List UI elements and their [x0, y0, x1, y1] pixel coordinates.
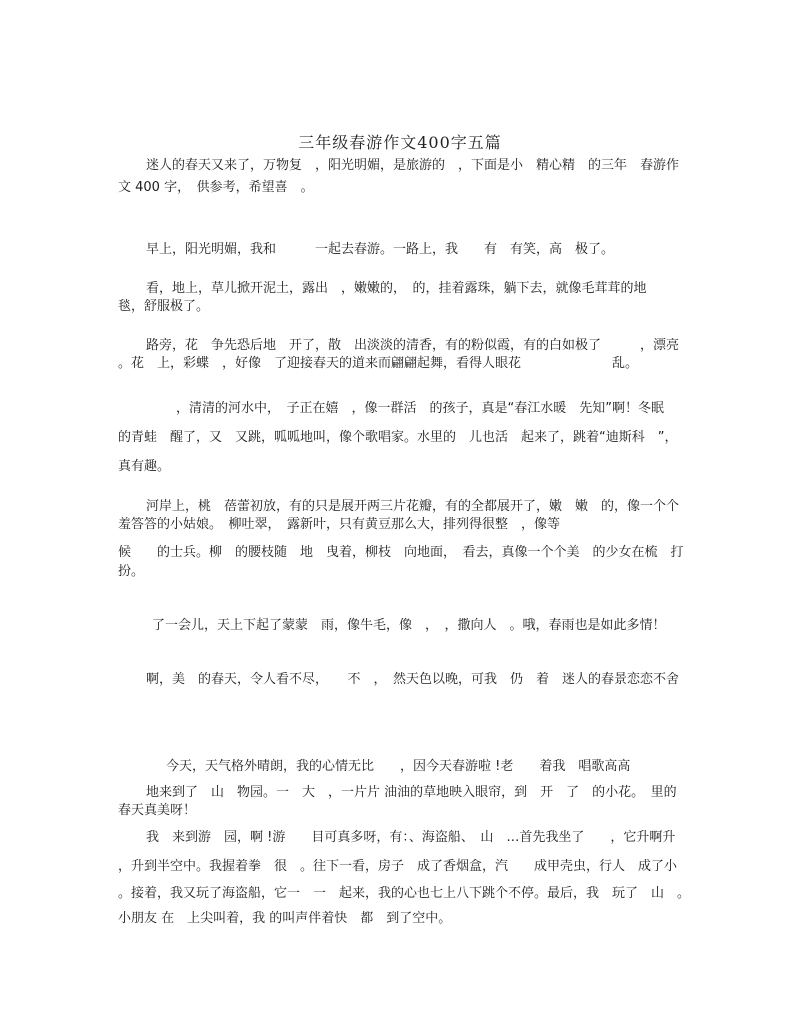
- paragraph-5-line-1: ，清清的河水中， 子正在嬉 ，像一群活 的孩子，真是“春江水暖 先知”啊！冬眠: [176, 401, 664, 416]
- paragraph-6-line-1: 河岸上，桃 蓓蕾初放，有的只是展开两三片花瓣，有的全都展开了，嫩 嫩 的，像一个个: [146, 499, 680, 514]
- paragraph-9-line-3: 春天真美呀！: [118, 803, 197, 818]
- paragraph-9-line-1: 今天，天气格外晴朗，我的心情无比 ，因今天春游啦 !老 着我 唱歌高高: [166, 759, 631, 774]
- paragraph-10-line-4: 小朋友 在 上尖叫着，我 的叫声伴着快 都 到了空中。: [118, 911, 452, 926]
- document-title: 三年级春游作文400字五篇: [298, 133, 502, 152]
- paragraph-10-line-1: 我 来到游 园，啊 !游 目可真多呀，有：、海盗船、 山 …首先我坐了 ，它升啊升: [146, 830, 676, 845]
- paragraph-1-line-1: 迷人的春天又来了，万物复 ，阳光明媚，是旅游的 ，下面是小 精心精 的三年 春游作: [146, 158, 680, 173]
- paragraph-5-line-3: 真有趣。: [118, 459, 171, 474]
- paragraph-1-line-2: 文 400 字， 供参考，希望喜 。: [118, 180, 314, 195]
- paragraph-8-line-1: 啊，美 的春天，令人看不尽， 不 ， 然天色以晚，可我 仍 着 迷人的春景恋恋不舍: [146, 672, 680, 687]
- paragraph-9-line-2: 地来到了 山 物园。一 大 ，一片片 油油的草地映入眼帘，到 开 了 的小花。 里的: [146, 785, 677, 800]
- paragraph-3-line-2: 毯，舒服极了。: [118, 299, 210, 314]
- paragraph-3-line-1: 看，地上，草儿掀开泥土，露出 ，嫩嫩的， 的，挂着露珠，躺下去，就像毛茸茸的地: [146, 281, 647, 296]
- paragraph-10-line-2: ，升到半空中。我握着拳 很 。往下一看，房子 成了香烟盒，汽 成甲壳虫，行人 成了小: [118, 859, 678, 874]
- paragraph-4-line-1: 路旁，花 争先恐后地 开了，散 出淡淡的清香，有的粉似霞，有的白如极了 ，漂亮: [146, 338, 680, 353]
- paragraph-4-line-2: 。花 上，彩蝶 ，好像 了迎接春天的道来而翩翩起舞，看得人眼花 乱。: [118, 356, 639, 371]
- paragraph-2-line-1: 早上，阳光明媚，我和 一起去春游。一路上，我 有 有笑，高 极了。: [146, 242, 615, 257]
- paragraph-6-line-3: 候 的士兵。柳 的腰枝随 地 曳着，柳枝 向地面， 看去，真像一个个美 的少女在梳 打: [118, 545, 684, 560]
- paragraph-6-line-2: 羞答答的小姑娘。 柳吐翠， 露新叶，只有黄豆那么大，排列得很整 ，像等: [118, 517, 561, 532]
- paragraph-5-line-2: 的青蛙 醒了，又 又跳，呱呱地叫，像个歌唱家。水里的 儿也活 起来了，跳着“迪斯科 ”，: [118, 430, 678, 445]
- paragraph-10-line-3: 。接着，我又玩了海盗船，它一 一 起来，我的心也七上八下跳个不停。最后，我 玩了 山 。: [118, 886, 691, 901]
- paragraph-6-line-4: 扮。: [118, 564, 145, 579]
- paragraph-7-line-1: 了一会儿，天上下起了蒙蒙 雨，像牛毛，像 ， ，撒向人 。哦，春雨也是如此多情！: [152, 618, 666, 633]
